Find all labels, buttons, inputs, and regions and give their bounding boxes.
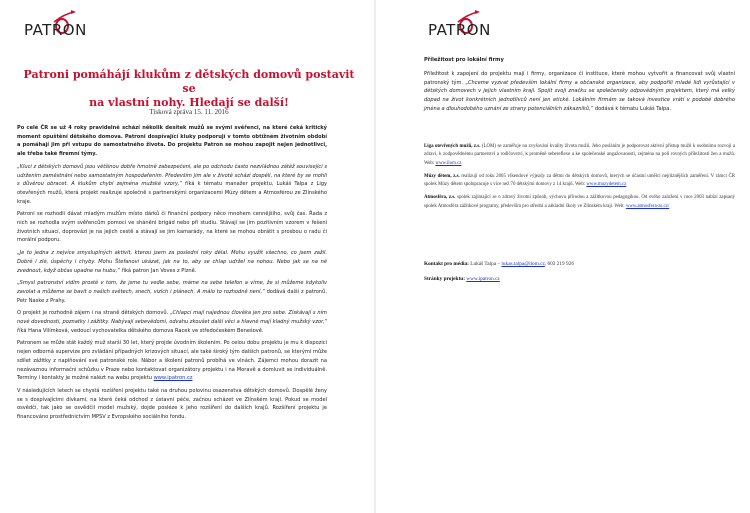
attribution: říká patron Jan Voves z Plzně. [119,267,197,274]
press-release-date: Tisková zpráva 15. 11. 2016 [149,108,229,116]
title-line-2: na vlastní nohy. Hledají se další! [89,96,289,109]
paragraph-7: V následujících letech se chystá rozšíření projektu také na druhou polovinu osazenstva dětských domovů. Dospělé ženy se s dospívajícími dívkami, na které čeká odchod z ústavní péče, začnou scházet ve Zlínském kraji. Pokud se model osvědčí, tak jako se osvědčil model mužský, dojde posléze k jeho rozšíření do dalších krajů. Rozšíření projektu je financováno prostřednictvím MPSV z Evropského sociálního fondu. [17,387,327,421]
org-description: spolek zajímající se o zdravý životní způsob, výchovu přírodou a zážitkovou pedagogikou. Od svého založení v roce 2003 nabízí zapsaný spolek Atmosféra zážitkové programy, především pro střední a základní školy ve Zlínském kraji. Web: [424,195,735,209]
project-web-link[interactable]: www.ipatron.cz [466,276,500,282]
document-page-2 [376,0,750,513]
org-muzy-detem [424,173,735,190]
document-page-1 [0,0,374,513]
contact-section [424,260,735,290]
org-atmosfera [424,194,735,211]
project-website-link[interactable]: www.ipatron.cz [153,375,193,382]
quote: „Kluci z dětských domovů jsou většinou dobře hmotně zabezpečeni, ale po odchodu často nezvládnou zátěž související s udržením zaměstnání nebo samostatným hospodařením. Především jim ale v životě schází dospělí, na které by se mohli s důvěrou obracet. A klukům chybí zejména mužské vzory,“ [17,163,327,188]
lead-paragraph: Po celé ČR se už 4 roky pravidelně schází několik desítek mužů se svými svěřenci, na které čeká kritický moment opuštění dětského domova. Patroni dospívající kluky podporují v tomto obtížném životním období a pomáhají jim při vstupu do samostatného života. Do projektu Patron se mohou zapojit nejen jednotlivci, ale třeba také firemní týmy. [17,125,327,158]
intro-text: O projekt je rozhodně zájem i na straně dětských domovů. [17,310,171,317]
org-atmosfera-link[interactable]: www.atmosfera-zs.cz/ [625,203,670,209]
project-web [424,275,735,283]
opportunity-paragraph [424,70,735,114]
title-line-1: Patroni pomáhájí klukům z dětských domovů postavit se [23,68,355,95]
paragraph-3 [17,249,327,275]
attribution: říká Hana Vilímková, vedoucí vychovatelka dětského domova Racek ve středočeském Benešově. [17,327,264,334]
org-description: realizují od roku 2005 víkendové výjezdy za dětmi do dětských domovů, kterých se účastní umělci nejrůznějších zaměření. V rámci ČR spolek Múzy dětem spolupracuje s více než 70 dětskými domovy z 14 krajů. Web: [424,173,735,188]
contact-label: Kontakt pro média: [424,261,469,267]
attribution: říká k tématu manažer projektu, Lukáš Talpa z Ligy otevřených mužů, která projekt realizuje společně s partnerskými organizacemi Múzy dětem a Atmosférou ze Zlínského kraje. [17,181,327,205]
paragraph-4 [17,279,327,305]
attribution: dodává k tématu Lukáš Talpa. [593,105,672,112]
quote: „Chlapci mají najednou člověka jen pro sebe. Získávají s ním nové dovednosti, poznatky i zážitky. Nabývají sebevědomí, odvahu zkoušet další věci a hlavně mají kladný mužský vzor,“ [17,310,327,326]
opportunity-section [424,56,735,119]
paragraph-5 [17,309,327,335]
media-contact [424,260,735,268]
org-name: Atmosféra, z.s. [424,195,456,201]
patron-logo [24,15,87,39]
organizations-section [424,143,735,216]
org-description: (LOM) se zaměřuje na zvyšování kvality života mužů. Jeho posláním je podporovat aktivní přístup mužů k osobnímu rozvoji a zdraví, k zodpovědnému partnerství a rodičovství, k proměně sebereflexe a ke společenské angažovanosti, zejména na poli rovných příležitostí žen a mužů. Web: [424,144,735,166]
page-title [20,68,358,110]
contact-name: Lukáš Talpa – [468,261,502,267]
paragraph-6 [17,339,327,383]
section-heading: Příležitost pro lokální firmy [424,57,504,63]
web-label: Stránky projektu: [424,276,465,282]
org-name: Múzy dětem, z.s. [424,173,460,179]
logo-text: PATRON [428,21,491,39]
org-lom-link[interactable]: www.ilom.cz [435,160,462,166]
paragraph-1 [17,163,327,207]
org-muzy-detem-link[interactable]: www.muzydetem.cz [586,182,627,188]
contact-phone: , 603 219 926 [544,261,574,267]
contact-email-link[interactable]: lukas.talpa@ilom.cz [501,261,545,267]
org-name: Liga otevřených mužů, z.s. [424,144,481,149]
patron-logo [428,15,491,39]
org-lom [424,143,735,168]
attribution: dodává další z patronů, Petr Naske z Prahy. [17,288,327,304]
paragraph-text: Patronem se může stát každý muž starší 30 let, který projde úvodním školením. Po celou dobu projektu je mu k dispozici nejen odborná supervize pro zvládání případných krizových situací, ale také široký tým dalších patronů, se kterými může sdílet zážitky z naplňování své patronské role. Nábor a školení patronů probíhá ve vlnách. Zájemci mohou dorazit na nezávaznou informační schůzku v Praze nebo kontaktovat organizátory projektu i na Moravě a domluvit se individuálně. Termíny i kontakty je možné nalézt na webu projektu [17,340,327,382]
quote: „Smysl patronství vidím prostě v tom, že jsme tu vedle sebe, máme na sebe telefon a víme, že si můžeme kdykoliv zavolat a můžeme se bavit o našich světech, snech, vizích i plánech. A málo to rozhodně není,“ [17,280,327,295]
paragraph-2: Patroni se rozhodli dávat mladým mužům místo dárků či finanční podpory něco mnohem cennějšího, svůj čas. Řada z nich se rozhodla svým svěřencům pomoci ve shánění brigád nebo při studiu. Stávají se jim pozitivním vzorem v řešení životních situací, doprovází je na jejich cestě a stávají se jim kamarády, na které se mohou obrátit s prosbou o radu či morální podporu. [17,211,327,244]
quote: „Je to jedna z nejvíce smysluplných aktivit, kterou jsem za poslední roky dělal. Mohu využít všechno, co jsem zažil. Dobré i zlé, úspěchy i chyby. Mohu Štefanovi ukázat, jak na to, aby se chlap udržel na nohou. Nebo jak se na ně zvednout, když občas upadne na hubu,“ [17,250,327,274]
logo-text: PATRON [24,21,87,39]
quote: „Chceme vyzvat především lokální firmy a občanské organizace, aby podpořili mladé lidi vyrůstající v dětských domovech v jejich vlastním kraji. Spojit svoji značku se společensky odpovědným projektem, který má velký dopad na život konkrétních jednotlivců není jen etické. Lokálním firmám se taková investice vrátí v podobě dobrého jména a dlouhodobého uznání ze strany potenciálních zákazníků,“ [424,79,735,112]
article-body [17,124,327,426]
intro-text: Příležitost k zapojení do projektu mají i firmy, organizace či instituce, které mohou vytvořit a financovat svůj vlastní patronský tým. [424,70,735,86]
